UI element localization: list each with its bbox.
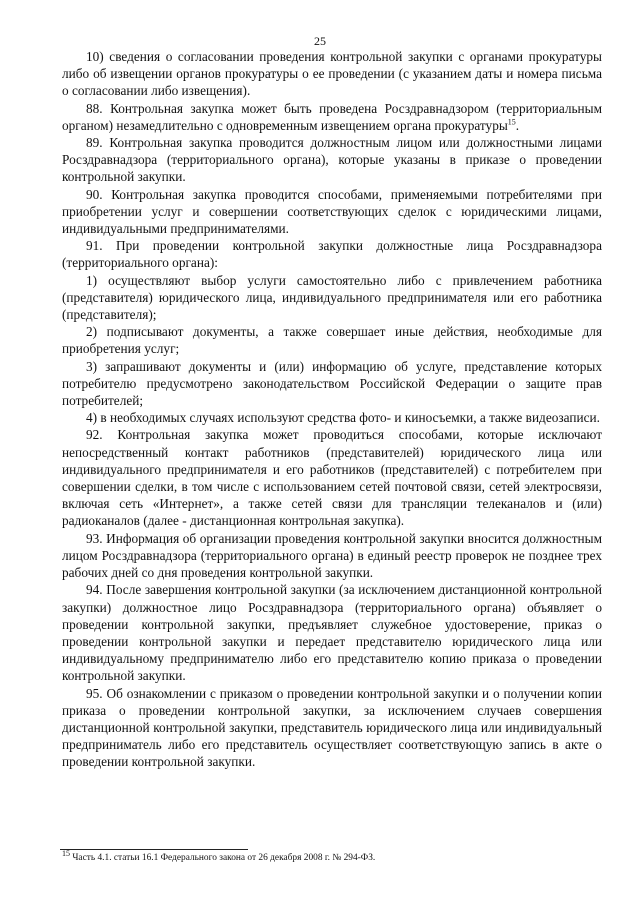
paragraph-89 — [62, 134, 602, 186]
paragraph-text: 1) осуществляют выбор услуги самостоятельно либо с привлечением работника (представителя) юридического лица, индивидуального предпринимателя или его работника (представителя); — [62, 272, 602, 323]
paragraph-91-item-1 — [62, 272, 602, 324]
paragraph-91-item-3 — [62, 358, 602, 410]
paragraph-text: 93. Информация об организации проведения контрольной закупки вносится должностным лицом Росздравнадзора (территориального органа) в единый реестр проверок не позднее трех рабочих дней со дня проведения контрольной закупки. — [62, 530, 602, 581]
paragraph-91 — [62, 237, 602, 271]
paragraph-94 — [62, 581, 602, 684]
paragraph-90 — [62, 186, 602, 238]
paragraph-text: 95. Об ознакомлении с приказом о проведении контрольной закупки и о получении копии приказа о проведении контрольной закупки, за исключением случаев совершения дистанционной контрольной закупки, представитель юридического лица или индивидуальный предприниматель либо его представитель осуществляет соответствующую запись в акте о проведении контрольной закупки. — [62, 685, 602, 770]
footnote-divider — [60, 849, 248, 850]
paragraph-92 — [62, 426, 602, 529]
paragraph-text: 88. Контрольная закупка может быть проведена Росздравнадзором (территориальным органом) незамедлительно с одновременным извещением органа прокуратуры — [62, 100, 602, 133]
paragraph-91-item-2 — [62, 323, 602, 357]
footnote-reference: 15 — [507, 117, 516, 127]
paragraph-93 — [62, 530, 602, 582]
paragraph-text: 2) подписывают документы, а также совершает иные действия, необходимые для приобретения услуг; — [62, 324, 602, 357]
paragraph-text: 90. Контрольная закупка проводится способами, применяемыми потребителями при приобретении услуг и совершении соответствующих сделок с юридическими лицами, индивидуальными предпринимателями. — [62, 186, 602, 237]
paragraph-tail: . — [515, 117, 520, 133]
paragraph-91-item-4 — [62, 409, 602, 426]
paragraph-text: 3) запрашивают документы и (или) информацию об услуге, представление которых потребителю предусмотрено законодательством Российской Федерации о защите прав потребителей; — [62, 358, 602, 409]
paragraph-text: 89. Контрольная закупка проводится должностным лицом или должностными лицами Росздравнадзора (территориального органа), которые указаны в приказе о проведении контрольной закупки. — [62, 135, 602, 185]
footnote-marker: 15 — [62, 848, 70, 858]
paragraph-text: 10) сведения о согласовании проведения контрольной закупки с органами прокуратуры либо об извещении органов прокуратуры о ее проведении (с указанием даты и номера письма о согласовании либо извещения). — [62, 49, 602, 99]
footnote-text: Часть 4.1. статьи 16.1 Федерального закона от 26 декабря 2008 г. № 294-ФЗ. — [72, 853, 376, 863]
paragraph-95 — [62, 685, 602, 771]
paragraph-88 — [62, 100, 602, 134]
paragraph-text: 4) в необходимых случаях используют средства фото- и киносъемки, а также видеозаписи. — [86, 410, 600, 426]
page-number: 25 — [314, 34, 326, 48]
document-body — [62, 48, 602, 771]
paragraph-text: 92. Контрольная закупка может проводиться способами, которые исключают непосредственный контакт работников (представителей) юридического лица или индивидуального предпринимателя и его работников (представителей) с потребителем при совершении сделки, в том числе с использованием сетей почтовой связи, сетей электросвязи, включая сеть «Интернет», а также сетей связи для трансляции телеканалов и (или) радиоканалов (далее - дистанционная контрольная закупка). — [62, 427, 602, 529]
paragraph-text: 94. После завершения контрольной закупки (за исключением дистанционной контрольной закупки) должностное лицо Росздравнадзора (территориального органа) объявляет о проведении контрольной закупки, предъявляет служебное удостоверение, приказ о проведении контрольной закупки и передает представителю юридического лица или индивидуальному предпринимателю либо его представителю копию приказа о проведении контрольной закупки. — [62, 582, 602, 684]
footnote — [62, 848, 602, 864]
paragraph-item-10 — [62, 48, 602, 100]
paragraph-text: 91. При проведении контрольной закупки должностные лица Росздравнадзора (территориального органа): — [62, 238, 602, 271]
